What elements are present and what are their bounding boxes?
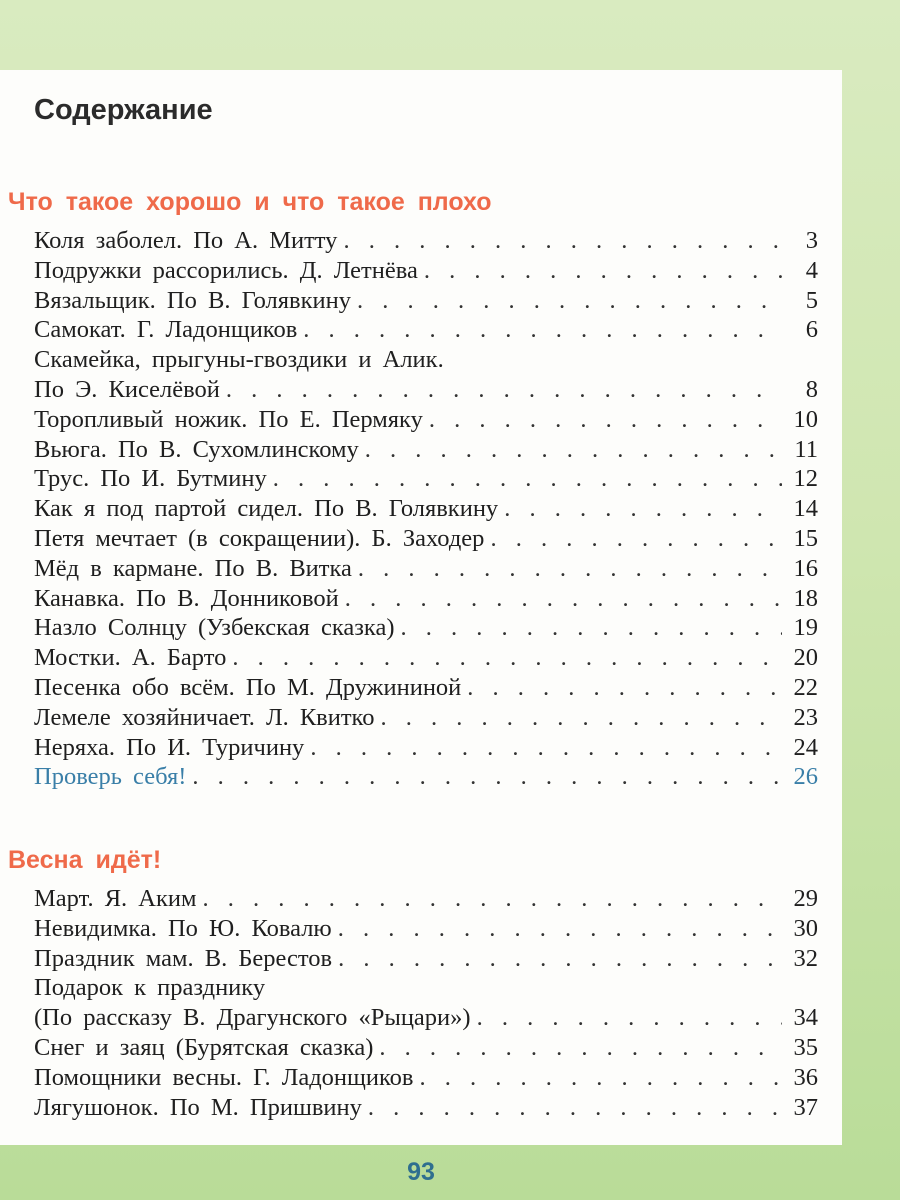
toc-entry xyxy=(34,435,818,465)
toc-entry-page: 19 xyxy=(793,614,818,642)
dot-leader xyxy=(400,613,782,643)
dot-leader xyxy=(343,226,782,256)
toc-entry-title: Вязальщик. По В. Голявкину xyxy=(34,286,351,314)
toc-entry-title-continued: По Э. Киселёвой xyxy=(34,375,220,403)
toc-entry-title: Самокат. Г. Ладонщиков xyxy=(34,316,298,344)
toc-entry xyxy=(34,315,818,345)
toc-entry-title: Снег и заяц (Бурятская сказка) xyxy=(34,1033,374,1061)
toc-entry xyxy=(34,524,818,554)
toc-entry-title: Песенка обо всём. По М. Дружининой xyxy=(34,673,462,701)
dot-leader xyxy=(424,256,782,286)
dot-leader xyxy=(365,435,782,465)
dot-leader xyxy=(504,494,782,524)
toc-entry-page: 12 xyxy=(793,465,818,493)
toc-entry-page: 14 xyxy=(793,495,818,523)
toc-entry-page: 18 xyxy=(793,584,818,612)
dot-leader xyxy=(273,464,782,494)
dot-leader xyxy=(232,643,782,673)
toc-entry-page: 4 xyxy=(805,256,818,284)
toc-entry-page: 26 xyxy=(793,763,818,791)
dot-leader xyxy=(192,762,782,792)
section-title-good-and-bad: Что такое хорошо и что такое плохо xyxy=(8,188,492,216)
dot-leader xyxy=(380,703,782,733)
toc-entry-page: 11 xyxy=(794,435,818,463)
toc-entry-continuation xyxy=(34,1003,818,1033)
toc-entry xyxy=(34,973,818,1003)
toc-entry-page: 22 xyxy=(793,673,818,701)
toc-entry-title: Скамейка, прыгуны-гвоздики и Алик. xyxy=(34,346,444,374)
toc-entry-page: 32 xyxy=(793,944,818,972)
toc-entry-title: Назло Солнцу (Узбекская сказка) xyxy=(34,614,395,642)
toc-entry-title: Мёд в кармане. По В. Витка xyxy=(34,554,352,582)
toc-entry xyxy=(34,405,818,435)
toc-entry-title: Март. Я. Аким xyxy=(34,885,197,912)
toc-entry-title: Лягушонок. По М. Пришвину xyxy=(34,1093,362,1121)
toc-entry xyxy=(34,914,818,944)
toc-entry-title: Петя мечтает (в сокращении). Б. Заходер xyxy=(34,524,485,552)
toc-entry xyxy=(34,345,818,375)
toc-entry-title: Помощники весны. Г. Ладонщиков xyxy=(34,1063,414,1091)
toc-entry xyxy=(34,884,818,914)
dot-leader xyxy=(203,884,782,914)
toc-entry xyxy=(34,494,818,524)
toc-entry-title-continued: (По рассказу В. Драгунского «Рыцари») xyxy=(34,1004,471,1032)
toc-entry xyxy=(34,1063,818,1093)
toc-entry-page: 15 xyxy=(793,524,818,552)
toc-entry-page: 10 xyxy=(793,405,818,433)
toc-entry xyxy=(34,944,818,974)
page-number: 93 xyxy=(407,1158,435,1186)
toc-entry-title: Подружки рассорились. Д. Летнёва xyxy=(34,256,418,284)
toc-entry-page: 24 xyxy=(793,733,818,761)
toc-entry xyxy=(34,673,818,703)
contents-heading: Содержание xyxy=(34,94,213,126)
toc-entry-page: 36 xyxy=(793,1063,818,1091)
toc-entry xyxy=(34,613,818,643)
toc-entry xyxy=(34,643,818,673)
toc-entry-page: 8 xyxy=(805,375,818,403)
toc-entry-title: Неряха. По И. Туричину xyxy=(34,733,305,761)
dot-leader xyxy=(490,524,782,554)
toc-entry-continuation xyxy=(34,375,818,405)
toc-entry-title: Трус. По И. Бутмину xyxy=(34,465,267,493)
toc-entry-title: Подарок к празднику xyxy=(34,974,266,1002)
toc-list-section-2 xyxy=(34,884,818,1122)
dot-leader xyxy=(338,914,782,944)
toc-entry-page: 16 xyxy=(793,554,818,582)
toc-entry xyxy=(34,733,818,763)
toc-entry xyxy=(34,1033,818,1063)
dot-leader xyxy=(310,733,782,763)
toc-entry xyxy=(34,584,818,614)
dot-leader xyxy=(467,673,782,703)
toc-entry xyxy=(34,286,818,316)
dot-leader xyxy=(368,1093,782,1123)
toc-entry-title: Коля заболел. По А. Митту xyxy=(34,227,338,254)
dot-leader xyxy=(338,944,782,974)
dot-leader xyxy=(429,405,782,435)
toc-entry-title: Мостки. А. Барто xyxy=(34,644,227,672)
toc-entry-self-check xyxy=(34,762,818,792)
toc-entry xyxy=(34,1093,818,1123)
toc-entry-page: 30 xyxy=(793,914,818,942)
dot-leader xyxy=(358,554,782,584)
toc-entry-title: Вьюга. По В. Сухомлинскому xyxy=(34,435,359,463)
toc-entry-page: 29 xyxy=(793,885,818,912)
toc-entry-page: 34 xyxy=(793,1004,818,1032)
toc-entry-page: 5 xyxy=(805,286,818,314)
toc-entry-title: Как я под партой сидел. По В. Голявкину xyxy=(34,495,499,523)
toc-entry-page: 37 xyxy=(793,1093,818,1121)
dot-leader xyxy=(420,1063,783,1093)
toc-entry xyxy=(34,554,818,584)
toc-list-section-1 xyxy=(34,226,818,792)
toc-entry-title: Проверь себя! xyxy=(34,763,187,791)
toc-entry xyxy=(34,703,818,733)
toc-entry-title: Лемеле хозяйничает. Л. Квитко xyxy=(34,703,375,731)
toc-entry-page: 3 xyxy=(805,227,818,254)
toc-entry-title: Невидимка. По Ю. Ковалю xyxy=(34,914,332,942)
dot-leader xyxy=(345,584,782,614)
toc-entry xyxy=(34,464,818,494)
toc-entry-page: 35 xyxy=(793,1033,818,1061)
toc-entry-page: 23 xyxy=(793,703,818,731)
section-title-spring: Весна идёт! xyxy=(8,846,162,874)
toc-entry xyxy=(34,256,818,286)
dot-leader xyxy=(226,375,782,405)
toc-entry-page: 20 xyxy=(793,644,818,672)
dot-leader xyxy=(379,1033,782,1063)
dot-leader xyxy=(477,1003,782,1033)
toc-entry-title: Праздник мам. В. Берестов xyxy=(34,944,333,972)
toc-entry-title: Торопливый ножик. По Е. Пермяку xyxy=(34,405,423,433)
toc-entry-title: Канавка. По В. Донниковой xyxy=(34,584,339,612)
dot-leader xyxy=(303,315,782,345)
toc-entry-page: 6 xyxy=(805,316,818,344)
dot-leader xyxy=(357,286,782,316)
toc-entry xyxy=(34,226,818,256)
